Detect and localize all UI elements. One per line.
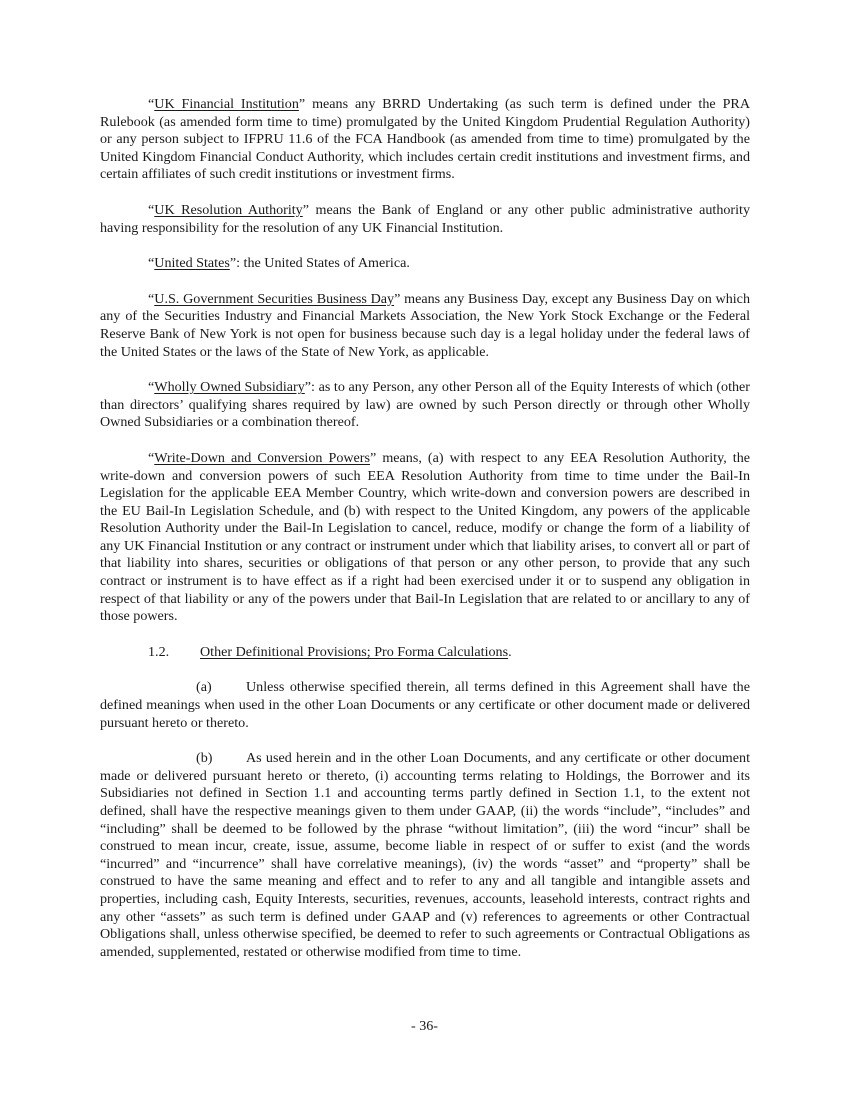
document-page (100, 96, 750, 979)
definition-wholly-owned-subsidiary: “Wholly Owned Subsidiary”: as to any Person, any other Person all of the Equity Interests of which (other than directors’ qualifying shares required by law) are owned by such Person directly or through other Wholly Owned Subsidiaries or a combination thereof. (100, 379, 751, 431)
defined-term: Write-Down and Conversion Powers (154, 449, 370, 466)
definition-text: ”: as to any Person, any other Person all of the Equity Interests of which (other than directors’ qualifying shares required by law) are owned by such Person directly or through other Wholly Owned Subsidiaries or a combination thereof. (100, 379, 751, 431)
defined-term: Wholly Owned Subsidiary (154, 379, 305, 396)
definition-text: ” means any Business Day, except any Business Day on which any of the Securities Industry and Financial Markets Association, the New York Stock Exchange or the Federal Reserve Bank of New York is not open for business because such day is a legal holiday under the federal laws of the United States or the laws of the State of New York, as applicable. (100, 290, 750, 360)
section-title: Other Definitional Provisions; Pro Forma Calculations (200, 643, 509, 660)
page-number: - 36- (410, 1018, 438, 1034)
subsection-text: Unless otherwise specified therein, all terms defined in this Agreement shall have the defined meanings when used in the other Loan Documents or any certificate or other document made or delivered pursuant hereto or thereto. (100, 679, 750, 731)
definition-uk-financial-institution: “UK Financial Institution” means any BRRD Undertaking (as such term is defined under the PRA Rulebook (as amended form time to time) promulgated by the United Kingdom Prudential Regulation Authority) or any person subject to IFPRU 11.6 of the FCA Handbook (as amended from time to time) promulgated by the United Kingdom Financial Conduct Authority, which includes certain credit institutions and investment firms, and certain affiliates of such credit institutions or investment firms. (100, 96, 751, 183)
section-heading (100, 644, 750, 662)
defined-term: United States (154, 255, 230, 272)
definition-us-gov-securities-business-day: “U.S. Government Securities Business Day” means any Business Day, except any Business Day on which any of the Securities Industry and Financial Markets Association, the New York Stock Exchange or the Federal Reserve Bank of New York is not open for business because such day is a legal holiday under the federal laws of the United States or the laws of the State of New York, as applicable. (100, 290, 750, 360)
subsection-text: As used herein and in the other Loan Documents, and any certificate or other document made or delivered pursuant hereto or thereto, (i) accounting terms relating to Holdings, the Borrower and its Subsidiaries not defined in Section 1.1 and accounting terms partly defined in Section 1.1, to the extent not defined, shall have the respective meanings given to them under GAAP, (ii) the words “include”, “includes” and “including” shall be deemed to be followed by the phrase “without limitation”, (iii) the word “incur” shall be construed to mean incur, create, issue, assume, become liable in respect of or suffer to exist (and the words “incurred” and “incurrence” shall have correlative meanings), (iv) the words “asset” and “property” shall be construed to have the same meaning and effect and to refer to any and all tangible and intangible assets and properties, including cash, Equity Interests, securities, revenues, accounts, leasehold interests, contract rights and any other “assets” as such term is defined under GAAP and (v) references to agreements or other Contractual Obligations shall, unless otherwise specified, be deemed to refer to such agreements or Contractual Obligations as amended, supplemented, restated or otherwise modified from time to time. (100, 750, 750, 960)
definition-text: ”: the United States of America. (229, 255, 410, 272)
defined-term: UK Resolution Authority (154, 201, 303, 218)
subsection-a (100, 679, 750, 732)
defined-term: UK Financial Institution (154, 96, 299, 112)
subsection-label: (b) (196, 750, 213, 767)
section-title-suffix: . (508, 643, 512, 660)
definition-write-down-conversion-powers: “Write-Down and Conversion Powers” means, (a) with respect to any EEA Resolution Authority, the write-down and conversion powers of such EEA Resolution Authority from time to time under the Bail-In Legislation for the applicable EEA Member Country, which write-down and conversion powers are described in the EU Bail-In Legislation Schedule, and (b) with respect to the United Kingdom, any powers of the applicable Resolution Authority under the Bail-In Legislation to cancel, reduce, modify or change the form of a liability of any UK Financial Institution or any contract or instrument under which that liability arises, to convert all or part of that liability into shares, securities or obligations of that person or any other person, to provide that any such contract or instrument is to have effect as if a right had been exercised under it or to suspend any obligation in respect of that liability or any of the powers under that Bail-In Legislation that are related to or ancillary to any of those powers. (100, 449, 751, 625)
section-number: 1.2. (148, 643, 170, 660)
subsection-label: (a) (196, 679, 212, 696)
definition-uk-resolution-authority: “UK Resolution Authority” means the Bank of England or any other public administrative authority having responsibility for the resolution of any UK Financial Institution. (100, 201, 750, 236)
definition-text: ” means the Bank of England or any other public administrative authority having responsibility for the resolution of any UK Financial Institution. (100, 201, 750, 236)
definition-united-states: “United States”: the United States of America. (148, 255, 410, 272)
defined-term: U.S. Government Securities Business Day (154, 290, 395, 307)
definition-text: ” means any BRRD Undertaking (as such term is defined under the PRA Rulebook (as amended form time to time) promulgated by the United Kingdom Prudential Regulation Authority) or any person subject to IFPRU 11.6 of the FCA Handbook (as amended from time to time) promulgated by the United Kingdom Financial Conduct Authority, which includes certain credit institutions and investment firms, and certain affiliates of such credit institutions or investment firms. (100, 96, 751, 183)
definition-text: ” means, (a) with respect to any EEA Resolution Authority, the write-down and conversion powers of such EEA Resolution Authority from time to time under the Bail-In Legislation for the applicable EEA Member Country, which write-down and conversion powers are described in the EU Bail-In Legislation Schedule, and (b) with respect to the United Kingdom, any powers of the applicable Resolution Authority under the Bail-In Legislation to cancel, reduce, modify or change the form of a liability of any UK Financial Institution or any contract or instrument under which that liability arises, to convert all or part of that liability into shares, securities or obligations of that person or any other person, to provide that any such contract or instrument is to have effect as if a right had been exercised under it or to suspend any obligation in respect of that liability or any of the powers under that Bail-In Legislation that are related to or ancillary to any of those powers. (100, 449, 751, 625)
subsection-b (100, 750, 750, 961)
